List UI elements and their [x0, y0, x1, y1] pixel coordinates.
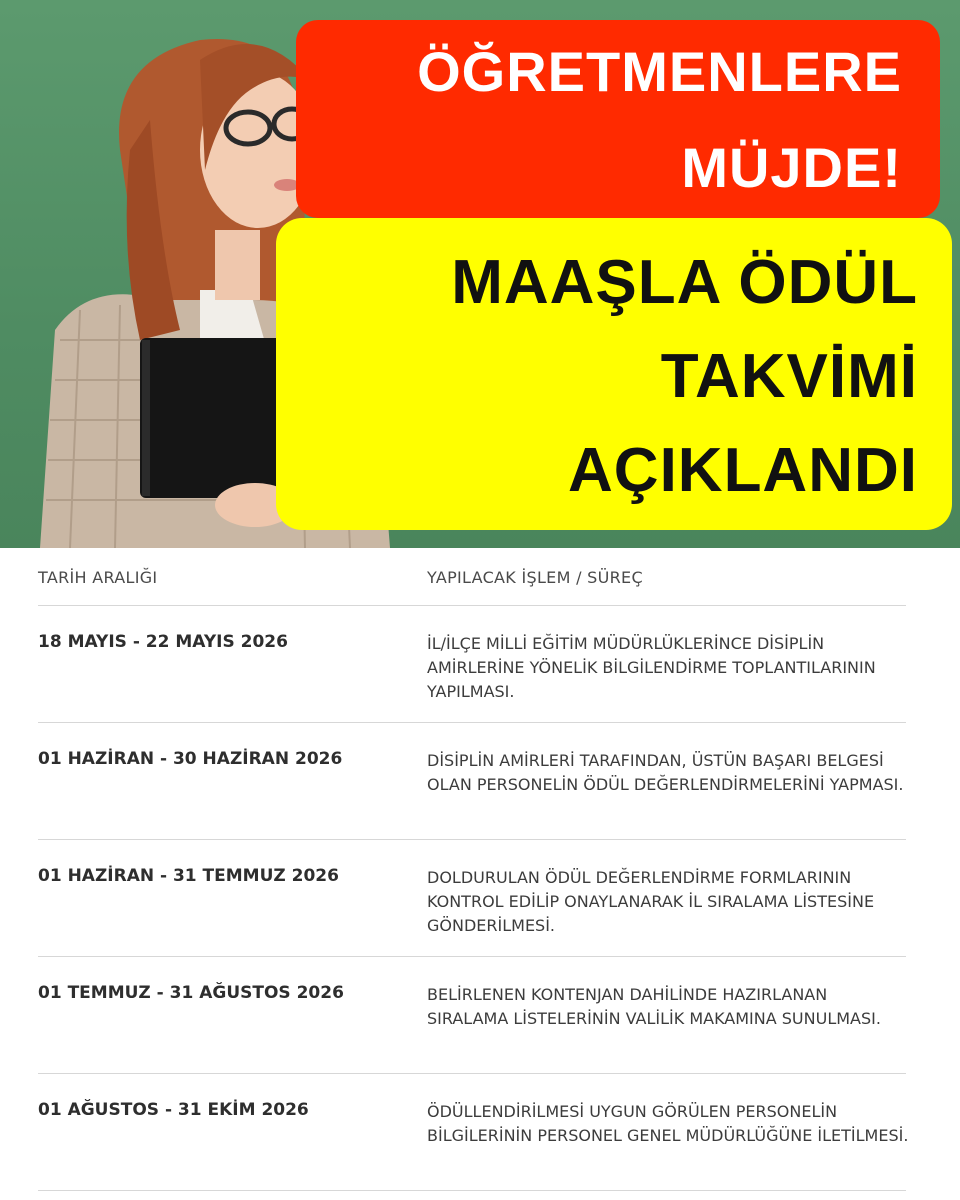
- headline-yellow-line-3: AÇIKLANDI: [568, 436, 918, 505]
- schedule-table: [38, 548, 909, 1191]
- table-header: [38, 548, 906, 606]
- row-date: 01 HAZİRAN - 30 HAZİRAN 2026: [38, 749, 343, 769]
- table-row: [38, 606, 906, 723]
- headline-red-badge: [296, 20, 940, 218]
- row-date: 01 TEMMUZ - 31 AĞUSTOS 2026: [38, 983, 344, 1003]
- table-row: [38, 1074, 909, 1191]
- column-header-date-range: TARİH ARALIĞI: [38, 568, 158, 587]
- row-date: 18 MAYIS - 22 MAYIS 2026: [38, 632, 288, 652]
- row-description: BELİRLENEN KONTENJAN DAHİLİNDE HAZIRLANAN SIRALAMA LİSTELERİNİN VALİLİK MAKAMINA SUNULMASI.: [427, 985, 881, 1028]
- headline-red-line-1: ÖĞRETMENLERE: [417, 40, 902, 103]
- table-row: [38, 840, 906, 957]
- hero-banner: [0, 0, 960, 548]
- headline-yellow-badge: [276, 218, 952, 530]
- headline-yellow-line-1: MAAŞLA ÖDÜL: [451, 248, 918, 317]
- headline-red-line-2: MÜJDE!: [681, 136, 902, 199]
- row-date: 01 AĞUSTOS - 31 EKİM 2026: [38, 1100, 309, 1120]
- table-row: [38, 957, 906, 1074]
- table-row: [38, 723, 906, 840]
- row-description: DİSİPLİN AMİRLERİ TARAFINDAN, ÜSTÜN BAŞARI BELGESİ OLAN PERSONELİN ÖDÜL DEĞERLENDİRMELERİNİ YAPMASI.: [427, 751, 904, 794]
- row-description: DOLDURULAN ÖDÜL DEĞERLENDİRME FORMLARININ KONTROL EDİLİP ONAYLANARAK İL SIRALAMA LİSTESİNE GÖNDERİLMESİ.: [427, 868, 875, 935]
- column-header-process: YAPILACAK İŞLEM / SÜREÇ: [427, 568, 643, 587]
- row-description: ÖDÜLLENDİRİLMESİ UYGUN GÖRÜLEN PERSONELİN BİLGİLERİNİN PERSONEL GENEL MÜDÜRLÜĞÜNE İLETİLMESİ.: [427, 1102, 909, 1145]
- row-date: 01 HAZİRAN - 31 TEMMUZ 2026: [38, 866, 339, 886]
- headline-yellow-line-2: TAKVİMİ: [660, 342, 918, 411]
- row-description: İL/İLÇE MİLLİ EĞİTİM MÜDÜRLÜKLERİNCE DİSİPLİN AMİRLERİNE YÖNELİK BİLGİLENDİRME TOPLANTILARININ YAPILMASI.: [427, 634, 876, 701]
